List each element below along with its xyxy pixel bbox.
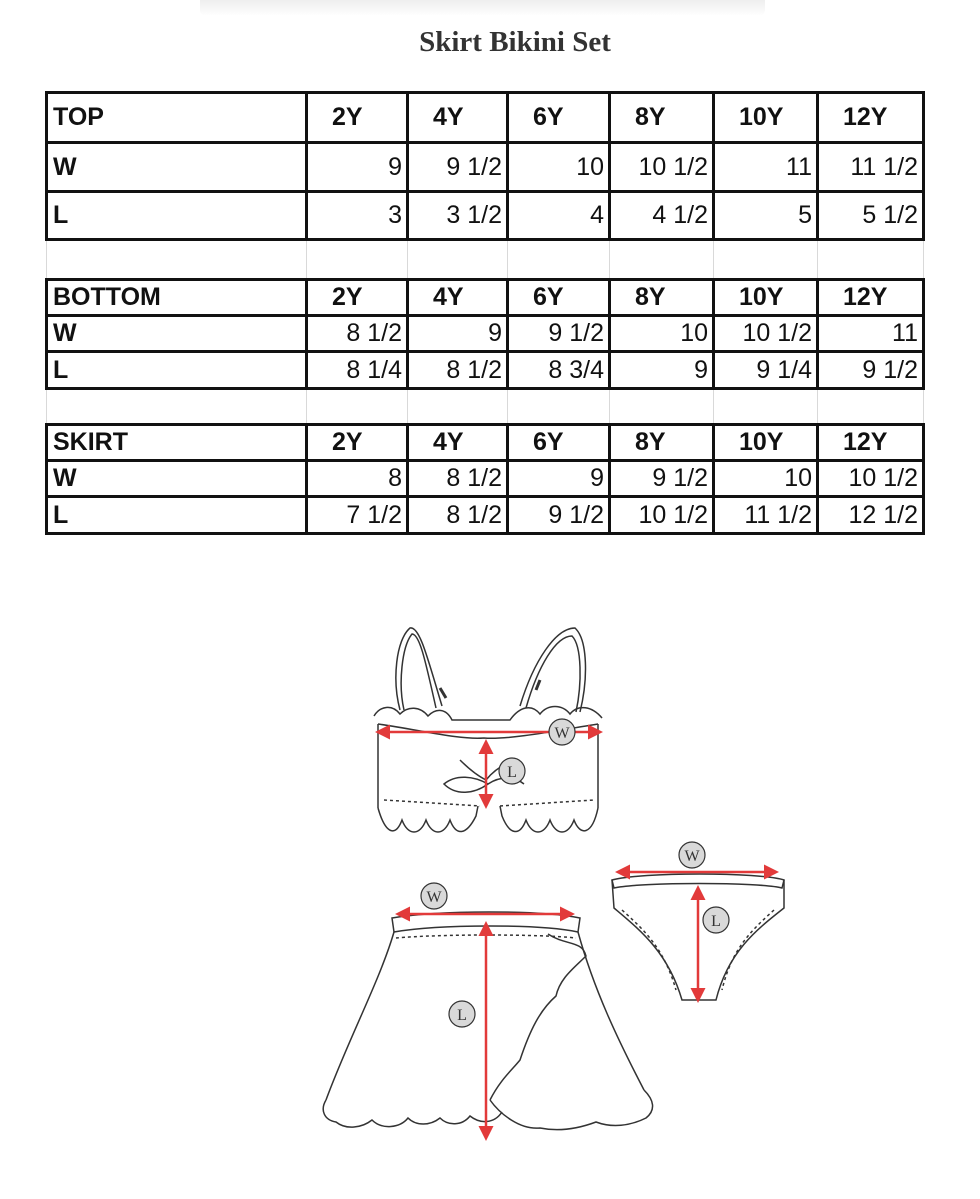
table-cell: 3 1/2 (408, 192, 508, 240)
size-header: 10Y (714, 280, 818, 316)
row-label: L (47, 497, 307, 534)
bottom-length-row (47, 352, 924, 389)
table-cell: 8 (307, 461, 408, 497)
table-cell: 8 3/4 (508, 352, 610, 389)
length-callout-badge (703, 907, 729, 933)
table-cell: 4 (508, 192, 610, 240)
table-cell: 12 1/2 (818, 497, 924, 534)
size-header: 10Y (714, 425, 818, 461)
width-callout-badge (549, 719, 575, 745)
table-cell: 10 (610, 316, 714, 352)
size-header: 12Y (818, 425, 924, 461)
table-cell: 11 (818, 316, 924, 352)
length-callout-badge (499, 758, 525, 784)
svg-text:L: L (507, 764, 517, 781)
table-cell: 9 (408, 316, 508, 352)
width-callout-badge (679, 842, 705, 868)
row-label: W (47, 461, 307, 497)
table-cell: 9 1/2 (818, 352, 924, 389)
table-cell: 8 1/2 (408, 497, 508, 534)
size-header: 12Y (818, 280, 924, 316)
size-header: 2Y (307, 425, 408, 461)
table-cell: 9 1/2 (610, 461, 714, 497)
section-label-top: TOP (47, 93, 307, 143)
bottom-header-row (47, 280, 924, 316)
table-cell: 9 1/2 (408, 143, 508, 192)
table-cell: 3 (307, 192, 408, 240)
size-header: 6Y (508, 425, 610, 461)
size-header: 4Y (408, 280, 508, 316)
table-cell: 5 (714, 192, 818, 240)
section-label-skirt: SKIRT (47, 425, 307, 461)
svg-text:W: W (426, 889, 442, 906)
size-chart-table (45, 91, 925, 535)
table-cell: 10 1/2 (610, 497, 714, 534)
size-header: 12Y (818, 93, 924, 143)
spacer-row (47, 389, 924, 425)
size-header: 2Y (307, 93, 408, 143)
width-callout-badge (421, 883, 447, 909)
table-cell: 9 (610, 352, 714, 389)
length-callout-badge (449, 1001, 475, 1027)
svg-text:L: L (457, 1007, 467, 1024)
size-header: 4Y (408, 93, 508, 143)
table-cell: 4 1/2 (610, 192, 714, 240)
table-cell: 9 1/2 (508, 497, 610, 534)
row-label: L (47, 352, 307, 389)
table-cell: 9 (508, 461, 610, 497)
top-header-row (47, 93, 924, 143)
svg-text:W: W (684, 848, 700, 865)
measurement-diagram (300, 600, 820, 1160)
table-cell: 8 1/4 (307, 352, 408, 389)
row-label: W (47, 316, 307, 352)
top-fade-bar (200, 0, 765, 16)
top-width-row (47, 143, 924, 192)
row-label: W (47, 143, 307, 192)
size-header: 10Y (714, 93, 818, 143)
table-cell: 7 1/2 (307, 497, 408, 534)
section-label-bottom: BOTTOM (47, 280, 307, 316)
svg-text:W: W (554, 725, 570, 742)
size-header: 2Y (307, 280, 408, 316)
size-header: 6Y (508, 93, 610, 143)
table-cell: 8 1/2 (408, 461, 508, 497)
svg-text:L: L (711, 913, 721, 930)
size-header: 8Y (610, 93, 714, 143)
table-cell: 10 1/2 (610, 143, 714, 192)
row-label: L (47, 192, 307, 240)
table-cell: 5 1/2 (818, 192, 924, 240)
table-cell: 8 1/2 (408, 352, 508, 389)
table-cell: 10 (508, 143, 610, 192)
table-cell: 9 1/2 (508, 316, 610, 352)
table-cell: 10 (714, 461, 818, 497)
page-title: Skirt Bikini Set (419, 26, 611, 58)
skirt-length-row (47, 497, 924, 534)
size-header: 4Y (408, 425, 508, 461)
table-cell: 9 1/4 (714, 352, 818, 389)
top-length-row (47, 192, 924, 240)
bottom-width-row (47, 316, 924, 352)
size-header: 8Y (610, 280, 714, 316)
table-cell: 9 (307, 143, 408, 192)
table-cell: 10 1/2 (714, 316, 818, 352)
size-header: 8Y (610, 425, 714, 461)
skirt-width-row (47, 461, 924, 497)
table-cell: 10 1/2 (818, 461, 924, 497)
spacer-row (47, 240, 924, 280)
table-cell: 11 1/2 (714, 497, 818, 534)
table-cell: 11 1/2 (818, 143, 924, 192)
table-cell: 8 1/2 (307, 316, 408, 352)
skirt-header-row (47, 425, 924, 461)
table-cell: 11 (714, 143, 818, 192)
size-header: 6Y (508, 280, 610, 316)
skirt-illustration (323, 912, 652, 1130)
